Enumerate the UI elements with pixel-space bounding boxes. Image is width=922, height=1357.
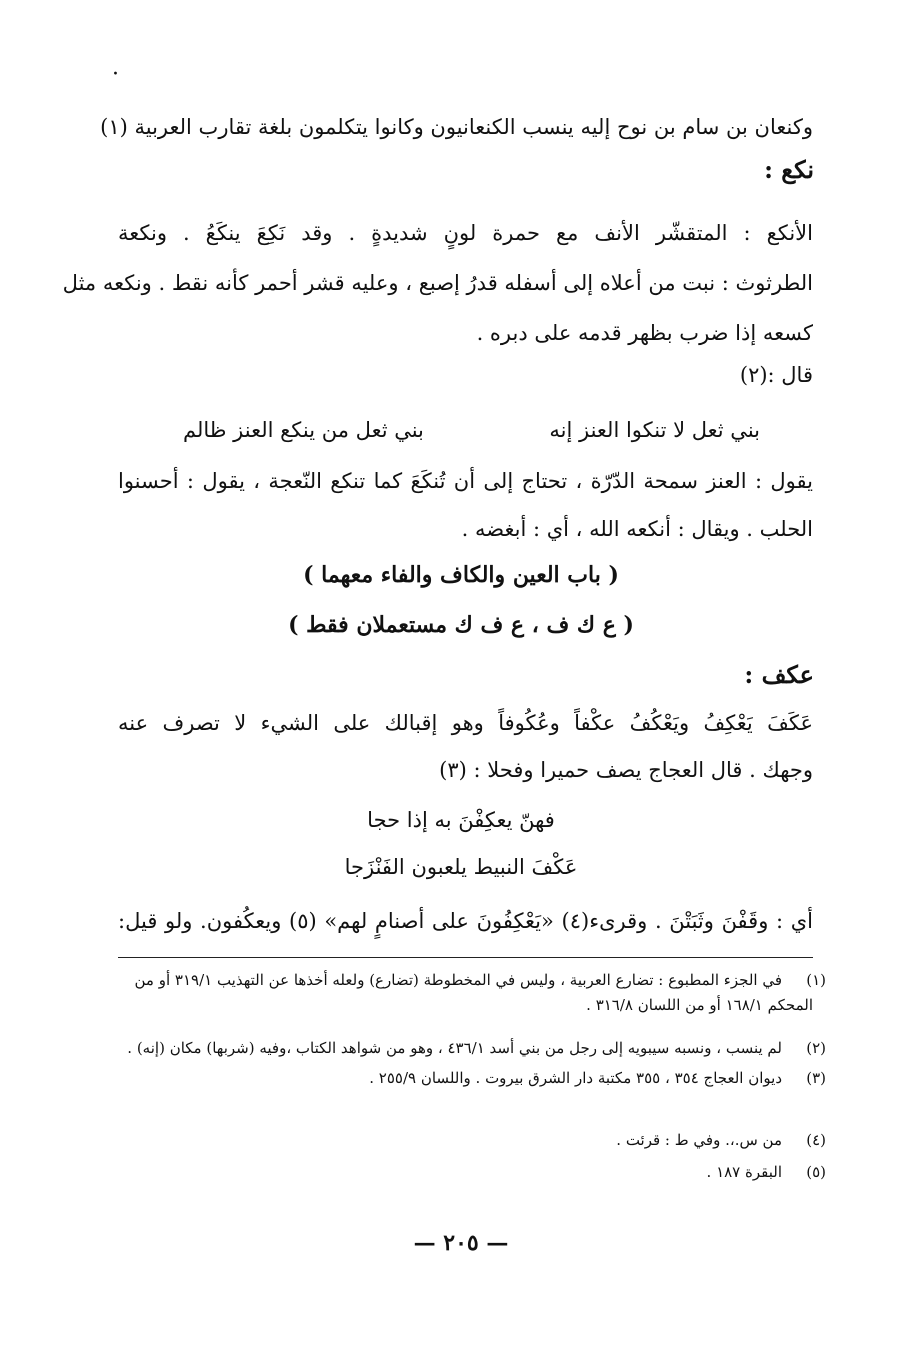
footnote-number: (٥): [806, 1163, 826, 1181]
text-line: كسعه إذا ضرب بظهر قدمه على دبره .: [476, 321, 813, 345]
footnote-text: البقرة ١٨٧ .: [706, 1163, 782, 1181]
footnote-number: (٢): [806, 1039, 826, 1057]
footnote: [108, 1128, 826, 1152]
entry-heading: عكف :: [744, 660, 814, 689]
text-line: وجهك . قال العجاج يصف حميرا وفحلا : (٣): [439, 758, 813, 782]
verse-line: عَكْفَ النبيط يلعبون الفَنْزَجا: [344, 855, 578, 879]
footnote-number: (٣): [806, 1069, 826, 1087]
text-line: قال :(٢): [739, 363, 813, 387]
footnote-number: (١): [806, 971, 826, 989]
text-line: يقول : العنز سمحة الدّرّة ، تحتاج إلى أن تُنكَعَ كما تنكع النّعجة ، يقول : أحسنوا: [118, 469, 813, 493]
text-line: وكنعان بن سام بن نوح إليه ينسب الكنعانيون وكانوا يتكلمون بلغة تقارب العربية (١): [100, 115, 813, 139]
footnote-separator: [118, 957, 813, 958]
footnote: [108, 968, 826, 992]
verse-line: فهنّ يعكِفْنَ به إذا حجا: [367, 808, 555, 832]
footnote: [108, 1066, 826, 1090]
margin-dot: ·: [112, 62, 119, 87]
footnote-text: من س.،. وفي ط : قرئت .: [616, 1131, 782, 1149]
footnote-continuation: المحكم ١٦٨/١ أو من اللسان ٣١٦/٨ .: [586, 996, 813, 1014]
verse-hemistich: بني ثعل من ينكع العنز ظالم: [183, 418, 424, 442]
page-number: — ٢٠٥ —: [413, 1230, 509, 1256]
footnote-text: ديوان العجاج ٣٥٤ ، ٣٥٥ مكتبة دار الشرق بيروت . واللسان ٢٥٥/٩ .: [369, 1069, 782, 1087]
entry-heading: نكع :: [764, 155, 814, 184]
text-line: أي : وقَفْنَ وثَبَتْنَ . وقرىء(٤) «يَعْكِفُونَ على أصنامٍ لهم» (٥) ويعكُفون. ولو قيل:: [118, 909, 814, 933]
footnote-number: (٤): [806, 1131, 826, 1149]
footnote: [108, 1036, 826, 1060]
verse-hemistich: بني ثعل لا تنكوا العنز إنه: [549, 418, 760, 442]
text-line: الطرثوث : نبت من أعلاه إلى أسفله قدرُ إصبع ، وعليه قشر أحمر كأنه نقط . ونكعه مثل: [62, 271, 813, 295]
footnote-text: لم ينسب ، ونسبه سيبويه إلى رجل من بني أسد ٤٣٦/١ ، وهو من شواهد الكتاب ،وفيه (شربها) مكان (إنه) .: [127, 1039, 782, 1057]
footnote: [108, 1160, 826, 1184]
text-line: عَكَفَ يَعْكِفُ ويَعْكُفُ عكْفاً وعُكُوفاً وهو إقبالك على الشيء لا تصرف عنه: [118, 711, 813, 735]
text-line: الأنكع : المتقشّر الأنف مع حمرة لونٍ شديدةٍ . وقد نَكِعَ ينكَعُ . ونكعة: [118, 221, 813, 245]
footnote-text: في الجزء المطبوع : تضارع العربية ، وليس في المخطوطة (تضارع) ولعله أخذها عن التهذيب ٣١٩/١ أو من: [134, 971, 782, 989]
chapter-title: ( باب العين والكاف والفاء معهما ): [303, 562, 619, 588]
chapter-subtitle: ( ع ك ف ، ع ف ك مستعملان فقط ): [288, 612, 634, 638]
text-line: الحلب . ويقال : أنكعه الله ، أي : أبغضه .: [461, 517, 813, 541]
